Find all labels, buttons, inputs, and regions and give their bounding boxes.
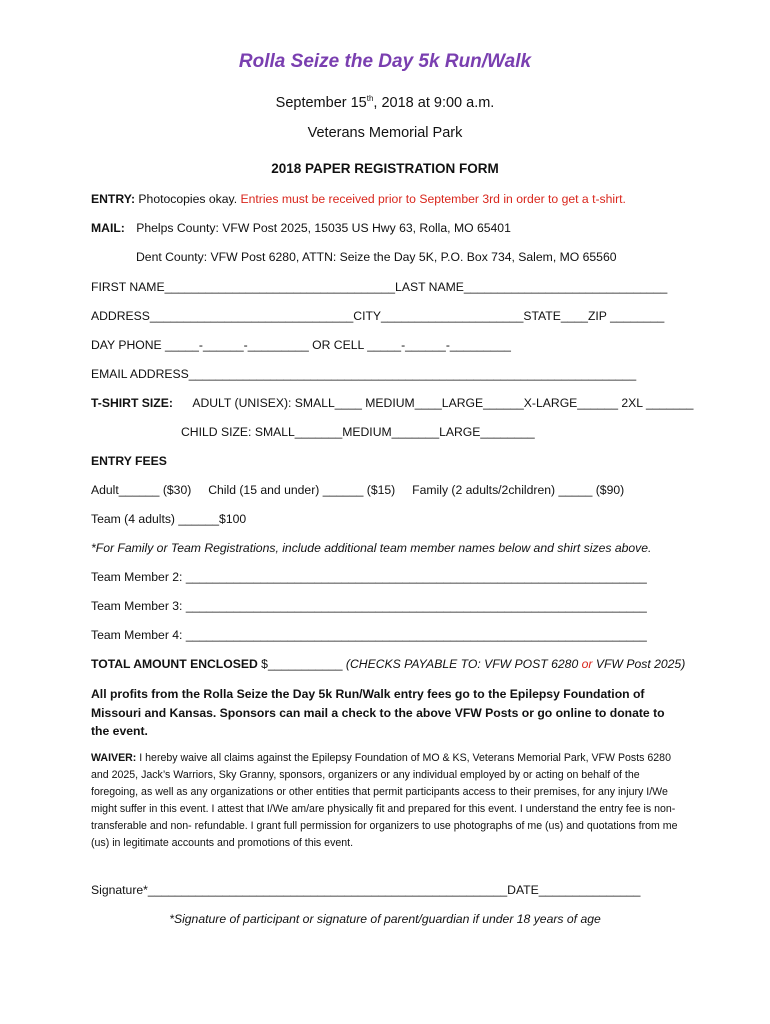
profits-statement: All profits from the Rolla Seize the Day 5k Run/Walk entry fees go to the Epilepsy Foundation of Missouri and Kansas. Sponsors can mail a check to the above VFW Posts or go online to donate to the event. <box>91 687 665 738</box>
event-date <box>0 90 770 112</box>
entry-line <box>91 191 626 207</box>
entry-text: Photocopies okay. <box>138 192 238 206</box>
team-member-2-field[interactable]: Team Member 2: ____________________________________________________________________ <box>91 570 647 584</box>
event-date-main: September 15 <box>275 94 367 111</box>
waiver-text: I hereby waive all claims against the Epilepsy Foundation of MO & KS, Veterans Memorial Park, VFW Posts 6280 and 2025, Jack’s Warriors, Sky Granny, sponsors, organizers or any individual employed by or acting on behalf of the foregoing, as well as any organizations or other entities that permit participants access to their premises, for any injury I/We might suffer in this event. I attest that I/We am/are physically fit and prepared for this event. I understand the entry fee is non-transferable and non- refundable. I grant full permission for organizers to use photographs of me (us) and quotations from me (us) in legitimate accounts and promotions of this event. <box>91 752 678 849</box>
total-amount-field[interactable]: $___________ <box>257 657 346 671</box>
checks-payable-or: or <box>581 657 593 671</box>
waiver-paragraph <box>91 750 681 852</box>
entry-deadline-notice: Entries must be received prior to September 3rd in order to get a t-shirt. <box>240 192 626 206</box>
checks-payable-pre: (CHECKS PAYABLE TO: VFW POST 6280 <box>345 657 582 671</box>
mail-label: MAIL: <box>91 221 125 235</box>
total-line <box>91 656 685 672</box>
name-field[interactable]: FIRST NAME__________________________________LAST NAME______________________________ <box>91 280 668 294</box>
entry-label: ENTRY: <box>91 192 136 206</box>
event-date-time: , 2018 at 9:00 a.m. <box>373 94 495 111</box>
team-registration-note: *For Family or Team Registrations, include additional team member names below and shirt sizes above. <box>91 541 652 555</box>
fees-line-team[interactable]: Team (4 adults) ______$100 <box>91 512 247 526</box>
checks-payable-post: VFW Post 2025) <box>592 657 686 671</box>
phone-field[interactable]: DAY PHONE _____-______-_________ OR CELL _____-______-_________ <box>91 338 511 352</box>
signature-date-field[interactable]: Signature*_____________________________________________________DATE_______________ <box>91 883 641 897</box>
signature-note: *Signature of participant or signature of parent/guardian if under 18 years of age <box>169 912 601 926</box>
fees-line-individual[interactable]: Adult______ ($30) Child (15 and under) ______ ($15) Family (2 adults/2children) _____ ($90) <box>91 483 625 497</box>
mail-phelps-address: Phelps County: VFW Post 2025, 15035 US Hwy 63, Rolla, MO 65401 <box>136 221 511 235</box>
team-member-4-field[interactable]: Team Member 4: ____________________________________________________________________ <box>91 628 647 642</box>
checks-payable-note <box>346 657 685 671</box>
tshirt-label: T-SHIRT SIZE: <box>91 396 173 410</box>
tshirt-adult-line <box>91 395 693 411</box>
event-title: Rolla Seize the Day 5k Run/Walk <box>238 51 532 72</box>
tshirt-adult-sizes[interactable]: ADULT (UNISEX): SMALL____ MEDIUM____LARGE______X-LARGE______ 2XL _______ <box>192 396 694 410</box>
event-date-suffix: th <box>366 94 374 103</box>
email-field[interactable]: EMAIL ADDRESS__________________________________________________________________ <box>91 367 637 381</box>
tshirt-child-sizes[interactable]: CHILD SIZE: SMALL_______MEDIUM_______LARGE________ <box>181 425 535 439</box>
form-title: 2018 PAPER REGISTRATION FORM <box>271 161 499 176</box>
event-location: Veterans Memorial Park <box>307 125 463 141</box>
mail-line <box>91 220 511 236</box>
total-label: TOTAL AMOUNT ENCLOSED <box>91 657 258 671</box>
mail-dent-address: Dent County: VFW Post 6280, ATTN: Seize the Day 5K, P.O. Box 734, Salem, MO 65560 <box>136 250 617 264</box>
waiver-label: WAIVER: <box>91 752 137 764</box>
address-field[interactable]: ADDRESS______________________________CITY_____________________STATE____ZIP ________ <box>91 309 665 323</box>
team-member-3-field[interactable]: Team Member 3: ____________________________________________________________________ <box>91 599 647 613</box>
entry-fees-label: ENTRY FEES <box>91 454 167 468</box>
